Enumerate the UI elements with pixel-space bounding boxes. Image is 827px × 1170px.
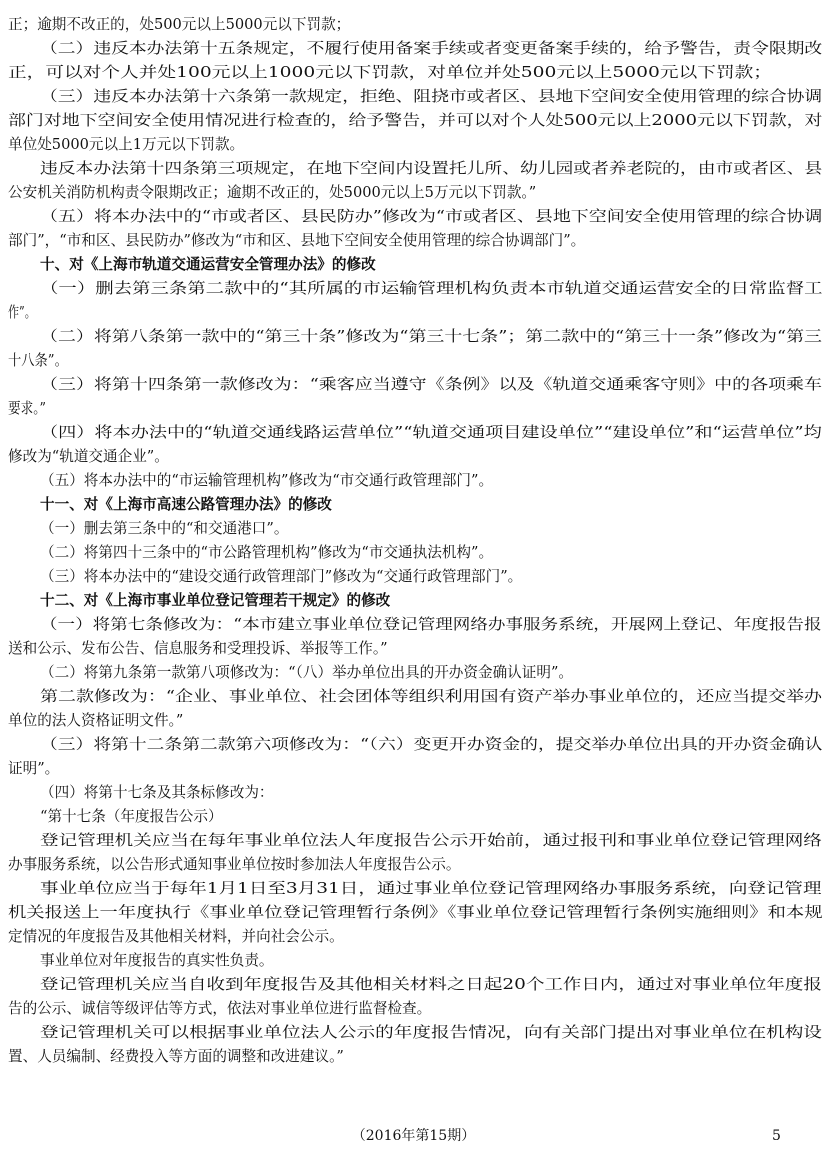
text-line: 部门对地下空间安全使用情况进行检查的，给予警告，并可以对个人处500元以上2000元以下罚款，对 — [8, 112, 823, 129]
text-line: 正；逾期不改正的，处500元以上5000元以下罚款； — [8, 16, 351, 33]
text-line: 置、人员编制、经费投入等方面的调整和改进建议。” — [8, 1048, 344, 1065]
text-line: 部门”，“市和区、县民防办”修改为“市和区、县地下空间安全使用管理的综合协调部门”。 — [8, 232, 586, 249]
issue-label: （2016年第15期） — [351, 1128, 476, 1144]
text-line: 违反本办法第十四条第三项规定，在地下空间内设置托儿所、幼儿园或者养老院的，由市或者区、县 — [40, 160, 823, 177]
text-line: 单位处5000元以上1万元以下罚款。 — [8, 136, 245, 153]
text-line: 修改为“轨道交通企业”。 — [8, 448, 169, 465]
text-line: （三）将第十二条第二款第六项修改为：“（六）变更开办资金的，提交举办单位出具的开办资金确认 — [40, 736, 823, 753]
page-number: 5 — [772, 1128, 781, 1144]
text-line: 十八条”。 — [8, 352, 68, 369]
text-line: 登记管理机关可以根据事业单位法人公示的年度报告情况，向有关部门提出对事业单位在机构设 — [40, 1024, 822, 1041]
text-line: （三）将第十四条第一款修改为：“乘客应当遵守《条例》以及《轨道交通乘客守则》中的各项乘车 — [40, 376, 823, 393]
text-line: 登记管理机关应当在每年事业单位法人年度报告公示开始前，通过报刊和事业单位登记管理网络 — [40, 832, 822, 849]
text-line: 作”。 — [8, 304, 36, 321]
text-line: （三）将本办法中的“建设交通行政管理部门”修改为“交通行政管理部门”。 — [40, 568, 523, 585]
text-line: 要求。” — [8, 400, 46, 417]
section-heading: 十二、对《上海市事业单位登记管理若干规定》的修改 — [40, 592, 391, 609]
text-line: 告的公示、诚信等级评估等方式，依法对事业单位进行监督检查。 — [8, 1000, 432, 1017]
text-line: 第二款修改为：“企业、事业单位、社会团体等组织利用国有资产举办事业单位的，还应当提交举办 — [40, 688, 823, 705]
section-heading: 十一、对《上海市高速公路管理办法》的修改 — [40, 496, 332, 513]
text-line: 单位的法人资格证明文件。” — [8, 712, 184, 729]
text-line: 事业单位应当于每年1月1日至3月31日，通过事业单位登记管理网络办事服务系统，向登记管理 — [40, 880, 822, 897]
text-line: （一）将第七条修改为：“本市建立事业单位登记管理网络办事服务系统，开展网上登记、年度报告报 — [40, 616, 822, 633]
text-line: 定情况的年度报告及其他相关材料，并向社会公示。 — [8, 928, 344, 945]
text-line: （四）将本办法中的“轨道交通线路运营单位”“轨道交通项目建设单位”“建设单位”和“运营单位”均 — [40, 424, 822, 441]
text-line: （二）违反本办法第十五条规定，不履行使用备案手续或者变更备案手续的，给予警告，责令限期改 — [40, 40, 823, 57]
text-line: 事业单位对年度报告的真实性负责。 — [40, 952, 274, 969]
text-line: （一）删去第三条中的“和交通港口”。 — [40, 520, 289, 537]
text-line: “第十七条（年度报告公示） — [40, 808, 223, 825]
text-line: （一）删去第三条第二款中的“其所属的市运输管理机构负责本市轨道交通运营安全的日常监督工 — [40, 280, 823, 297]
text-line: （四）将第十七条及其条标修改为： — [40, 784, 274, 801]
text-line: （五）将本办法中的“市或者区、县民防办”修改为“市或者区、县地下空间安全使用管理的综合协调 — [40, 208, 823, 225]
text-line: （二）将第九条第一款第八项修改为：“（八）举办单位出具的开办资金确认证明”。 — [40, 664, 573, 681]
section-heading: 十、对《上海市轨道交通运营安全管理办法》的修改 — [40, 256, 376, 273]
text-line: 机关报送上一年度执行《事业单位登记管理暂行条例》《事业单位登记管理暂行条例实施细则》和本规 — [8, 904, 823, 921]
text-line: （三）违反本办法第十六条第一款规定，拒绝、阻挠市或者区、县地下空间安全使用管理的综合协调 — [40, 88, 823, 105]
text-line: 正，可以对个人并处100元以上1000元以下罚款，对单位并处500元以上5000元以下罚款； — [8, 64, 772, 81]
text-line: （二）将第八条第一款中的“第三十条”修改为“第三十七条”；第二款中的“第三十一条”修改为“第三 — [40, 328, 823, 345]
text-line: 办事服务系统，以公告形式通知事业单位按时参加法人年度报告公示。 — [8, 856, 461, 873]
text-line: （二）将第四十三条中的“市公路管理机构”修改为“市交通执法机构”。 — [40, 544, 494, 561]
text-line: 登记管理机关应当自收到年度报告及其他相关材料之日起20个工作日内，通过对事业单位年度报 — [40, 976, 822, 993]
text-line: 公安机关消防机构责令限期改正；逾期不改正的，处5000元以上5万元以下罚款。” — [8, 184, 537, 201]
text-line: 证明”。 — [8, 760, 60, 777]
text-line: 送和公示、发布公告、信息服务和受理投诉、举报等工作。” — [8, 640, 388, 657]
text-line: （五）将本办法中的“市运输管理机构”修改为“市交通行政管理部门”。 — [40, 472, 494, 489]
